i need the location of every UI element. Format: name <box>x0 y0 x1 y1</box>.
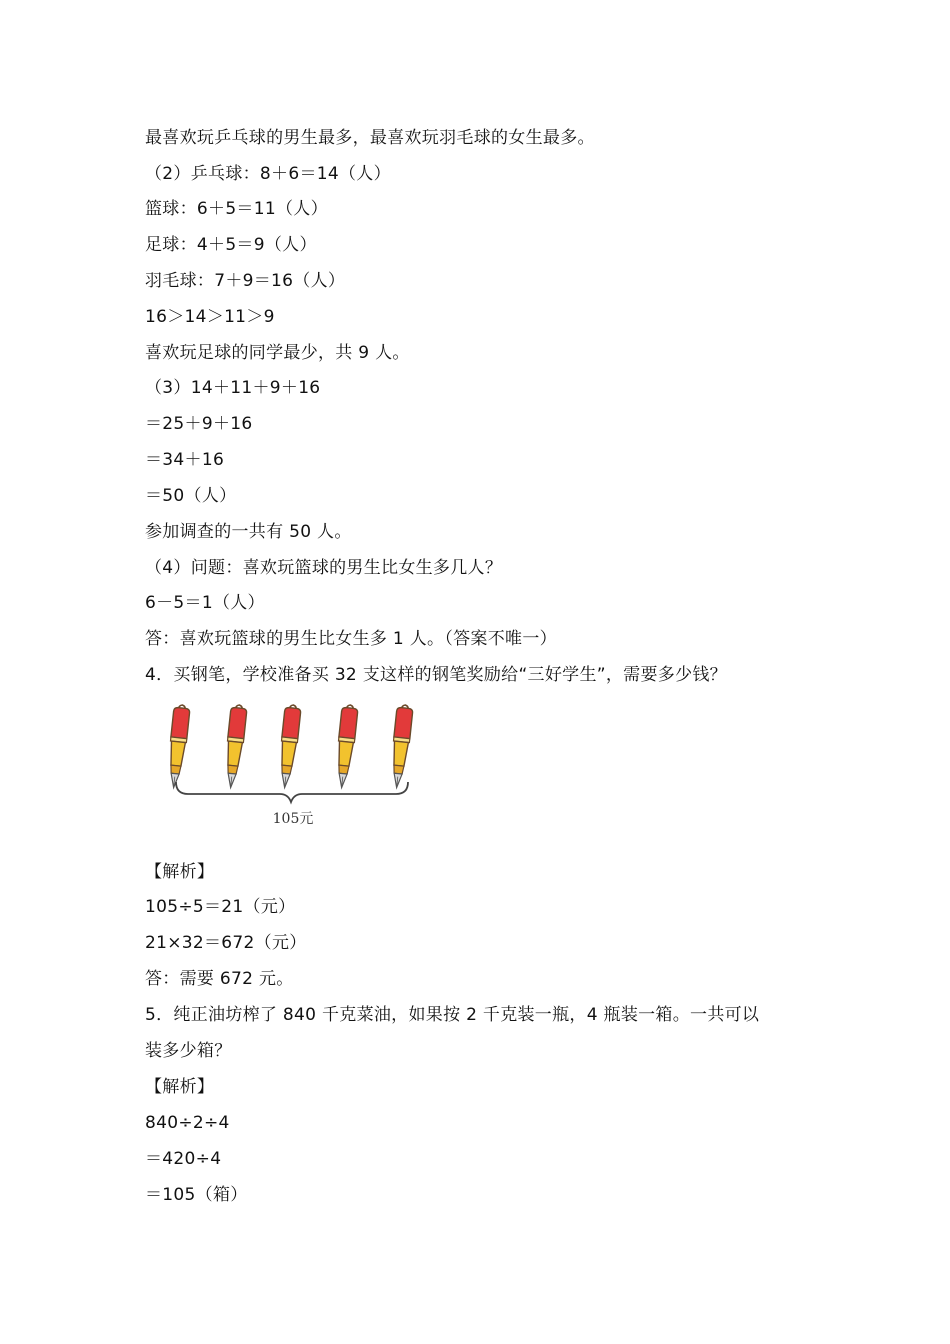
text-line-4: 足球：4＋5＝9（人） <box>145 235 317 255</box>
text-line-8: （3）14＋11＋9＋16 <box>145 378 321 398</box>
analysis-heading-1: 【解析】 <box>145 862 215 882</box>
text-line-7: 喜欢玩足球的同学最少，共 9 人。 <box>145 343 410 363</box>
text-line-26: ＝105（箱） <box>145 1185 248 1205</box>
text-line-18: 105÷5＝21（元） <box>145 897 296 917</box>
pen-icon-2 <box>223 704 248 788</box>
text-line-25: ＝420÷4 <box>145 1149 222 1169</box>
text-line-20: 答：需要 672 元。 <box>145 969 294 989</box>
pen-icon-3 <box>277 704 302 788</box>
text-line-12: 参加调查的一共有 50 人。 <box>145 522 352 542</box>
text-line-14: 6－5＝1（人） <box>145 593 265 613</box>
text-line-1: 最喜欢玩乒乓球的男生最多，最喜欢玩羽毛球的女生最多。 <box>145 128 595 148</box>
question-5-line-1: 5．纯正油坊榨了 840 千克菜油，如果按 2 千克装一瓶，4 瓶装一箱。一共可以 <box>145 1005 760 1025</box>
text-line-9: ＝25＋9＋16 <box>145 414 253 434</box>
analysis-heading-2: 【解析】 <box>145 1077 215 1097</box>
pen-icon-1 <box>168 704 190 788</box>
text-line-10: ＝34＋16 <box>145 450 225 470</box>
text-line-2: （2）乒乓球：8＋6＝14（人） <box>145 164 391 184</box>
price-caption: 105元 <box>272 811 314 827</box>
text-line-3: 篮球：6＋5＝11（人） <box>145 199 328 219</box>
pen-icon-5 <box>389 704 414 788</box>
pens-figure <box>168 704 418 830</box>
curly-brace <box>176 782 408 802</box>
text-line-19: 21×32＝672（元） <box>145 933 307 953</box>
text-line-5: 羽毛球：7＋9＝16（人） <box>145 271 346 291</box>
question-5-line-2: 装多少箱？ <box>145 1041 232 1061</box>
question-4: 4．买钢笔，学校准备买 32 支这样的钢笔奖励给“三好学生”，需要多少钱？ <box>145 665 727 685</box>
text-line-11: ＝50（人） <box>145 486 237 506</box>
pen-icon-4 <box>334 704 359 788</box>
text-line-6: 16＞14＞11＞9 <box>145 307 275 327</box>
pens-illustration <box>168 704 418 808</box>
text-line-15: 答：喜欢玩篮球的男生比女生多 1 人。（答案不唯一） <box>145 629 557 649</box>
text-line-13: （4）问题：喜欢玩篮球的男生比女生多几人？ <box>145 558 503 578</box>
text-line-24: 840÷2÷4 <box>145 1113 230 1133</box>
